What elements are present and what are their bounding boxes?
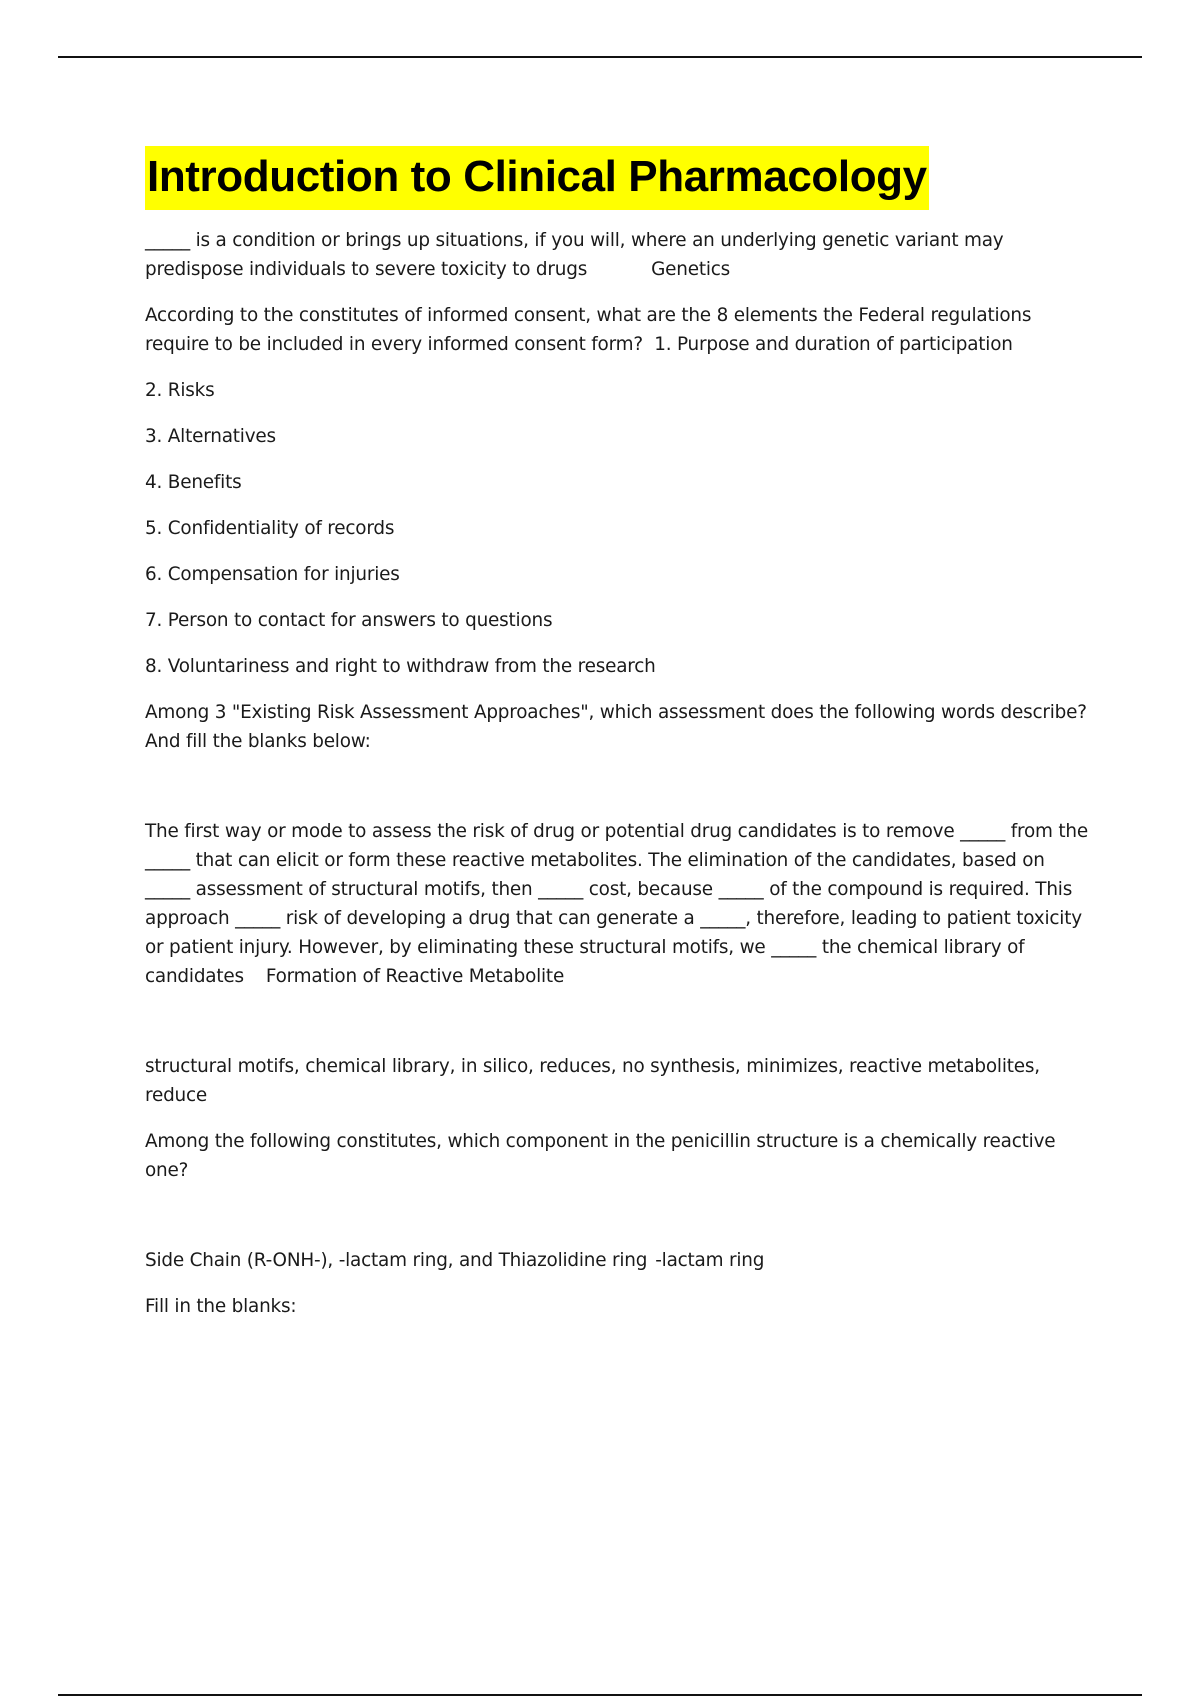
answer-item: 3. Alternatives	[145, 426, 276, 447]
answer-item: 2. Risks	[145, 380, 215, 401]
question-text: _____ is a condition or brings up situations, if you will, where an underlying genetic variant may predispose individuals to severe toxicity to drugs	[145, 230, 1004, 280]
question-risk-assessment: Among 3 "Existing Risk Assessment Approaches", which assessment does the following words describe? And fill the blanks below:	[145, 702, 1087, 752]
answer-item: 4. Benefits	[145, 472, 242, 493]
spacer	[145, 1202, 1095, 1246]
document-body	[145, 146, 1095, 1338]
spacer	[145, 1008, 1095, 1052]
question-fill-blanks: Fill in the blanks:	[145, 1296, 297, 1317]
answer-item: 7. Person to contact for answers to questions	[145, 610, 553, 631]
question-text: According to the constitutes of informed consent, what are the 8 elements the Federal regulations require to be included in every informed consent form?	[145, 305, 1032, 355]
question-passage	[145, 817, 1095, 991]
answer-item: 6. Compensation for injuries	[145, 564, 400, 585]
question-informed-consent	[145, 301, 1095, 359]
answer-text: -lactam ring	[655, 1250, 765, 1271]
document-title: Introduction to Clinical Pharmacology	[145, 146, 929, 210]
header-rule	[58, 56, 1142, 58]
spacer	[145, 773, 1095, 817]
answer-text: Formation of Reactive Metabolite	[265, 966, 565, 987]
question-options	[145, 1246, 1095, 1275]
answer-item: 8. Voluntariness and right to withdraw from the research	[145, 656, 656, 677]
answer-text: Genetics	[651, 259, 731, 280]
answer-item: 5. Confidentiality of records	[145, 518, 395, 539]
footer-rule	[58, 1694, 1142, 1696]
passage-text: The first way or mode to assess the risk of drug or potential drug candidates is to remove _____ from the _____ that can elicit or form these reactive metabolites. The elimination of the candidates, based on _____ assessment of structural motifs, then _____ cost, because _____ of the compound is required. This approach _____ risk of developing a drug that can generate a _____, therefore, leading to patient toxicity or patient injury. However, by eliminating these structural motifs, we _____ the chemical library of candidates	[145, 821, 1088, 987]
title-container	[145, 146, 1095, 210]
question-penicillin: Among the following constitutes, which component in the penicillin structure is a chemically reactive one?	[145, 1131, 1056, 1181]
word-bank: structural motifs, chemical library, in silico, reduces, no synthesis, minimizes, reactive metabolites, reduce	[145, 1056, 1040, 1106]
question-genetics	[145, 226, 1095, 284]
answer-item: 1. Purpose and duration of participation	[654, 334, 1013, 355]
options-text: Side Chain (R-ONH-), -lactam ring, and Thiazolidine ring	[145, 1250, 648, 1271]
